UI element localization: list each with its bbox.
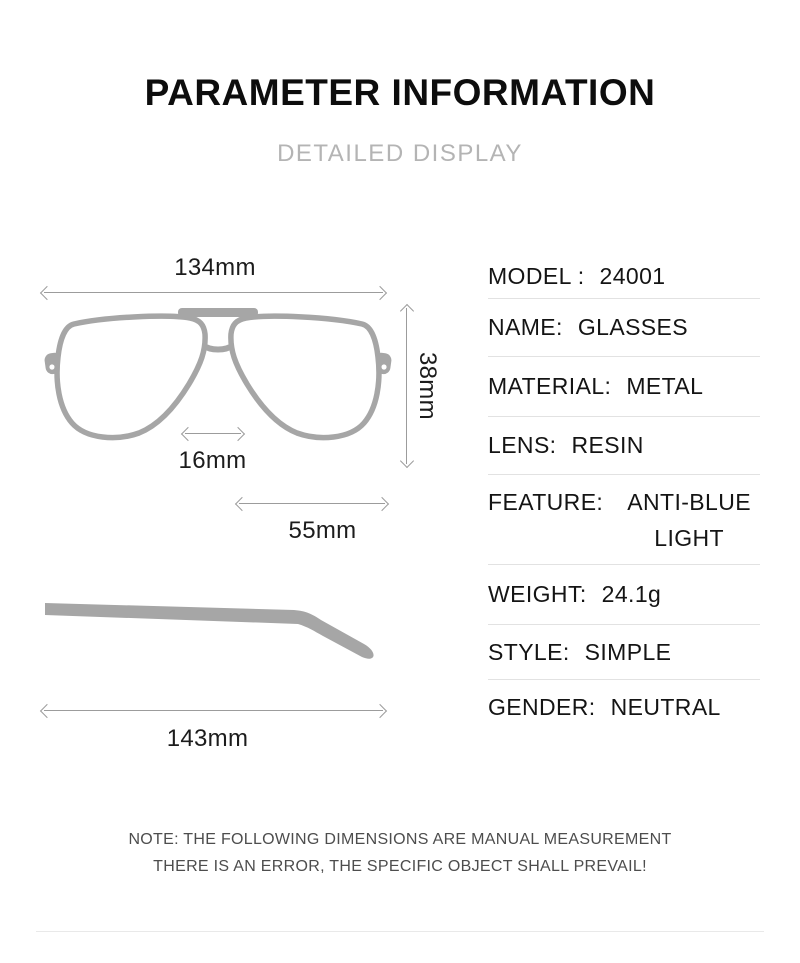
lens-width-arrow bbox=[237, 498, 387, 509]
spec-row-style bbox=[488, 625, 760, 680]
bottom-divider bbox=[36, 931, 764, 932]
spec-row-feature bbox=[488, 475, 760, 565]
spec-label: MATERIAL: bbox=[488, 373, 612, 399]
spec-label: WEIGHT: bbox=[488, 581, 587, 607]
frame-width-label: 134mm bbox=[174, 254, 256, 281]
spec-row-lens bbox=[488, 417, 760, 475]
temple-length-label: 143mm bbox=[166, 725, 249, 752]
temple-length-arrow bbox=[42, 705, 385, 716]
spec-value: ANTI-BLUE LIGHT bbox=[627, 489, 751, 551]
spec-value: 24001 bbox=[599, 262, 666, 289]
note-line-2: THERE IS AN ERROR, THE SPECIFIC OBJECT SHALL PREVAIL! bbox=[153, 858, 647, 875]
note-line-1: NOTE: THE FOLLOWING DIMENSIONS ARE MANUAL MEASUREMENT bbox=[128, 831, 672, 848]
lens-width-label: 55mm bbox=[288, 517, 357, 544]
spec-label: GENDER: bbox=[488, 694, 596, 720]
spec-row-weight bbox=[488, 565, 760, 625]
glasses-front-view bbox=[40, 300, 396, 450]
lens-height-label: 38mm bbox=[414, 352, 441, 420]
temple-arm-side-view bbox=[42, 595, 387, 665]
spec-value: RESIN bbox=[571, 432, 644, 458]
bridge-width-label: 16mm bbox=[178, 447, 247, 474]
spec-label: FEATURE: bbox=[488, 489, 604, 515]
spec-list bbox=[488, 254, 760, 735]
spec-row-model bbox=[488, 254, 760, 299]
spec-row-name bbox=[488, 299, 760, 357]
frame-width-arrow bbox=[42, 287, 385, 298]
note-text bbox=[0, 826, 800, 880]
spec-label: LENS: bbox=[488, 432, 557, 458]
spec-value: 24.1g bbox=[601, 581, 662, 607]
spec-label: STYLE: bbox=[488, 638, 570, 665]
page-subtitle: DETAILED DISPLAY bbox=[277, 140, 523, 167]
page-title: PARAMETER INFORMATION bbox=[144, 72, 656, 113]
spec-value: NEUTRAL bbox=[610, 694, 721, 720]
spec-value: GLASSES bbox=[577, 314, 689, 340]
spec-label: MODEL : bbox=[488, 262, 585, 289]
spec-row-material bbox=[488, 357, 760, 417]
spec-value: SIMPLE bbox=[584, 638, 672, 665]
spec-row-gender bbox=[488, 680, 760, 735]
spec-label: NAME: bbox=[488, 314, 563, 340]
spec-value: METAL bbox=[626, 373, 704, 399]
lens-height-arrow bbox=[401, 306, 412, 466]
